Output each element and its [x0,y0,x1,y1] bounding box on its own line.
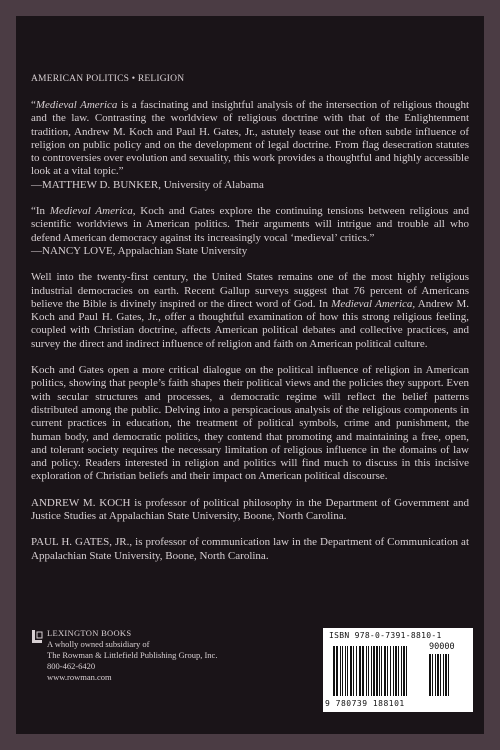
barcode-bar [401,646,402,696]
author-bio-koch: ANDREW M. KOCH is professor of political philosophy in the Department of Government and Justice Studies at Appalachian State University, Boone, North Carolina. [31,496,469,523]
barcode-bar [368,646,369,696]
text-panel [16,16,484,734]
book-title: Medieval America [35,99,118,111]
barcode-addon-bar [432,654,433,696]
endorsement-quote-1 [31,99,469,192]
author-bios [31,497,469,563]
cover-content [31,74,469,576]
barcode-bar [356,646,357,696]
book-title: Medieval America, [331,297,416,310]
barcode-bar [393,646,394,696]
quote-2-text: “In Medieval America, Koch and Gates explore the continuing tensions between religious and scientific worldviews in American politics. Their arguments will intrigue and trouble all who defend American democracy against its increasingly vocal ‘medieval’ critics.” [31,205,469,244]
isbn-barcode [323,628,473,712]
publisher-line-2: The Rowman & Littlefield Publishing Group, Inc. [47,650,218,660]
author-name: ANDREW M. KOCH [31,496,131,509]
barcode-bar [353,646,354,696]
description-paragraph-2: Koch and Gates open a more critical dialogue on the political influence of religion in American politics, showing that people’s faith shapes their political views and the policies they support. Even with secular structures and processes, a democratic regime will reflect the belief patterns distributed among the public. Delving into a perspicacious analysis of the religious components in current practices in education, the treatment of political symbols, crime and punishment, the human body, and democratic politics, they contend that promoting and maintaining a free, open, and tolerant society requires the necessary limitation of religious influence in the domains of law and policy. Readers interested in religion and politics will find much to discuss in this incisive exploration of Christian beliefs and their impact on American political discourse. [31,364,469,483]
barcode-bar [398,646,399,696]
endorsement-quote-2 [31,205,469,258]
barcode-addon-bar [435,654,436,696]
quote-2-attribution: —NANCY LOVE, Appalachian State University [31,244,248,257]
description-paragraph-1: Well into the twenty-first century, the United States remains one of the most highly religious industrial democracies on earth. Recent Gallup surveys suggest that 76 percent of Americans believe the Bible is divinely inspired or the direct word of God. In Medieval America, Andrew M. Koch and Paul H. Gates, Jr., offer a thoughtful examination of how this strong religious feeling, coupled with Christian doctrine, affects American political debates and collective practices, and survey the direct and indirect influence of religion and faith on American political culture. [31,271,469,350]
barcode-bars [331,640,465,698]
barcode-bar [362,646,364,696]
isbn-text: ISBN 978-0-7391-8810-1 [329,631,442,640]
barcode-bar [373,646,375,696]
barcode-bar [345,646,346,696]
barcode-bar [406,646,407,696]
barcode-bar [390,646,391,696]
publisher-name: LEXINGTON BOOKS [47,628,132,638]
description [31,271,469,483]
quote-1-attribution: —MATTHEW D. BUNKER, University of Alabama [31,178,264,191]
barcode-bar [371,646,372,696]
barcode-bar [379,646,380,696]
barcode-addon-bar [445,654,447,696]
barcode-bar [376,646,378,696]
ean-digits: 9 780739 188101 [325,699,405,708]
publisher-phone: 800-462-6420 [47,661,96,671]
barcode-bar [366,646,367,696]
barcode-bar [387,646,388,696]
barcode-addon-bar [429,654,431,696]
barcode-bar [395,646,397,696]
category-label: AMERICAN POLITICS • RELIGION [31,74,185,84]
author-bio-gates: PAUL H. GATES, JR., is professor of communication law in the Department of Communication at Appalachian State University, Boone, North Carolina. [31,536,469,562]
barcode-bar [333,646,335,696]
barcode-bar [342,646,343,696]
barcode-bar [381,646,382,696]
barcode-bar [384,646,386,696]
cover-footer [31,628,469,718]
barcode-addon-bar [448,654,449,696]
barcode-bar [340,646,341,696]
publisher-url[interactable]: www.rowman.com [47,672,112,682]
publisher-text [47,628,287,683]
barcode-bar [347,646,348,696]
barcode-addon-bar [440,654,441,696]
barcode-bar [336,646,338,696]
publisher-line-1: A wholly owned subsidiary of [47,639,150,649]
barcode-bar [350,646,352,696]
price-code: 90000 [429,642,455,652]
author-name: PAUL H. GATES, JR., [31,536,133,549]
publisher-logo-icon [31,630,43,644]
barcode-bar [403,646,405,696]
barcode-addon-bar [437,654,439,696]
barcode-bar [359,646,361,696]
barcode-addon-bar [443,654,444,696]
quote-1-text: “Medieval America is a fascinating and insightful analysis of the intersection of religious thought and the law. Contrasting the worldview of religious doctrine with that of the Enlightenment tradition, Andrew M. Koch and Paul H. Gates, Jr., astutely tease out the often subtle influence of religion on public policy and on the development of legal doctrine. From flag desecration statutes to controversies over evolution and sexuality, this work provides a thoughtful and highly accessible look at a vital topic.” [31,99,469,178]
book-title: Medieval America [49,205,133,218]
